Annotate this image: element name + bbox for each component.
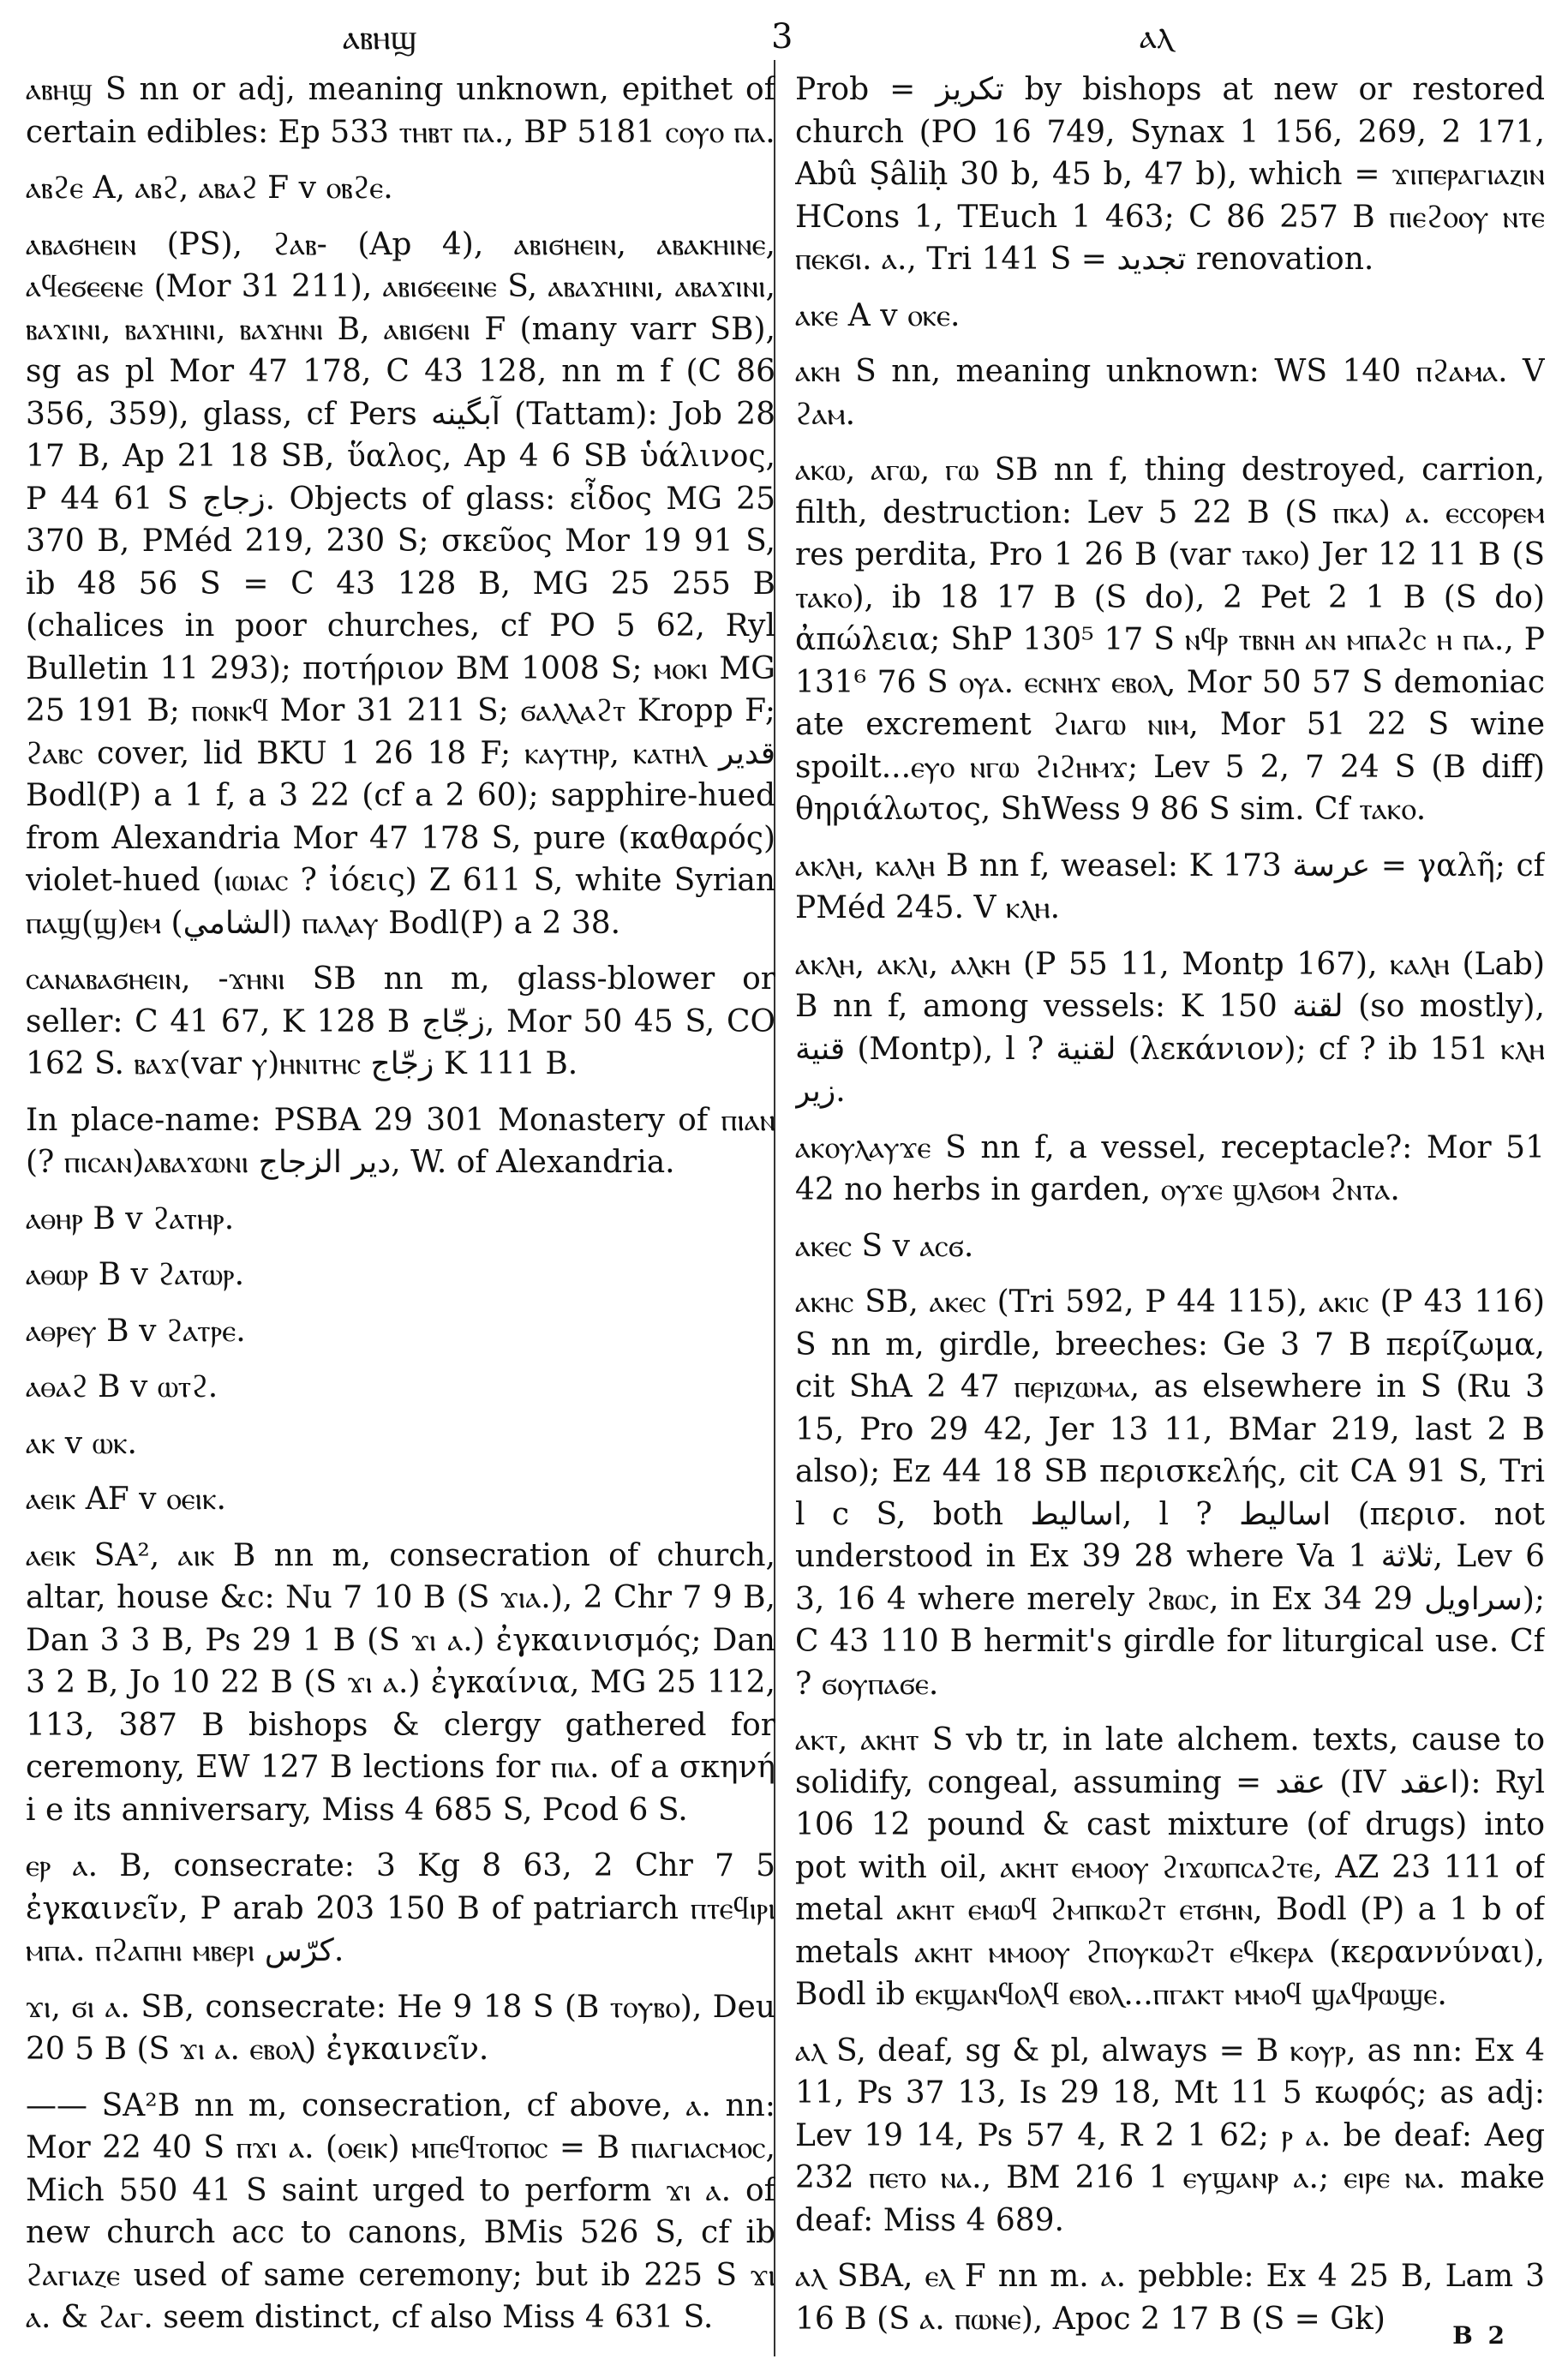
entry-athah: ⲁⲑⲁϩ B v ⲱⲧϩ. (26, 1369, 218, 1404)
page-number: 3 (771, 17, 793, 57)
left-column (26, 69, 775, 2339)
entry-ji-a-noun: —— SA²B nn m, consecration, cf above, ⲁ. nn: Mor 22 40 S ⲡϫⲓ ⲁ. (ⲟⲉⲓⲕ) ⲙⲡⲉϥⲧⲟⲡⲟⲥ = B ⲡⲓⲁⲅⲓⲁⲥⲙⲟⲥ, Mich 550 41 S saint urged to perform ϫⲓ ⲁ. of new church acc to canons, BMis 526 S, cf ib ϩⲁⲅⲓⲁⲍⲉ used of same ceremony; but ib 225 S ϫⲓ ⲁ. & ϩⲁⲅ. seem distinct, cf also Miss 4 631 S. (26, 2087, 775, 2335)
header-right-word: ⲁⲗ (1140, 17, 1173, 57)
entry-aeik-af: ⲁⲉⲓⲕ AF v ⲟⲉⲓⲕ. (26, 1482, 226, 1517)
entry-aeik-consecration: ⲁⲉⲓⲕ SA², ⲁⲓⲕ B nn m, consecration of church, altar, house &c: Nu 7 10 B (S ϫⲓⲁ.), 2 Chr 7 9 B, Dan 3 3 B, Ps 29 1 B (S ϫⲓ ⲁ.) ἐγκαινισμός; Dan 3 2 B, Jo 10 22 B (S ϫⲓ ⲁ.) ἐγκαίνια, MG 25 112, 113, 387 B bishops & clergy gathered for ceremony, EW 127 B lections for ⲡⲓⲁ. of a σκηνή i e its anniversary, Miss 4 685 S, Pcod 6 S. (26, 1537, 775, 1828)
entry-ji-a: ϫⲓ, ϭⲓ ⲁ. SB, consecrate: He 9 18 S (B ⲧⲟⲩⲃⲟ), Deu 20 5 B (S ϫⲓ ⲁ. ⲉⲃⲟⲗ) ἐγκαινεῖν. (26, 1989, 775, 2067)
entry-ake: ⲁⲕⲉ A v ⲟⲕⲉ. (795, 297, 961, 333)
entry-akt: ⲁⲕⲧ, ⲁⲕⲏⲧ S vb tr, in late alchem. texts, cause to solidify, congeal, assuming = عقد (IV اعقد): Ryl 106 12 pound & cast mixture (of drugs) into pot with oil, ⲁⲕⲏⲧ ⲉⲙⲟⲟⲩ ϩⲓϫⲱⲡⲥⲁϩⲧⲉ, AZ 23 111 of metal ⲁⲕⲏⲧ ⲉⲙⲱϥ ϩⲙⲡⲕⲱϩⲧ ⲉⲧϭⲏⲛ, Bodl (P) a 1 b of metals ⲁⲕⲏⲧ ⲙⲙⲟⲟⲩ ϩⲡⲟⲩⲕⲱϩⲧ ⲉϥⲕⲉⲣⲁ (κεραννύναι), Bodl ib ⲉⲕϣⲁⲛϥⲟⲗϥ ⲉⲃⲟⲗ...ⲡⲅⲁⲕⲧ ⲙⲙⲟϥ ϣⲁϥⲣⲱϣⲉ. (795, 1722, 1545, 2012)
entry-aklh-weasel: ⲁⲕⲗⲏ, ⲕⲁⲗⲏ B nn f, weasel: K 173 عرسة = γαλῆ; cf PMéd 245. V ⲕⲗⲏ. (795, 847, 1545, 925)
right-column (795, 69, 1545, 2339)
running-head (0, 17, 1568, 69)
entry-abhsh: ⲁⲃⲏϣ S nn or adj, meaning unknown, epithet of certain edibles: Ep 533 ⲧⲏⲃⲧ ⲡⲁ., BP 5181 ⲥⲟⲩⲟ ⲡⲁ. (26, 72, 775, 150)
entry-place-name: In place-name: PSBA 29 301 Monastery of ⲡⲓⲁⲛ (? ⲡⲓⲥⲁⲛ)ⲁⲃⲁϫⲱⲛⲓ دير الزجاج, W. of Alexandria. (26, 1102, 775, 1180)
entry-athreu: ⲁⲑⲣⲉⲩ B v ϩⲁⲧⲣⲉ. (26, 1313, 246, 1349)
entry-ako: ⲁⲕⲱ, ⲁⲅⲱ, ⲅⲱ SB nn f, thing destroyed, carrion, filth, destruction: Lev 5 22 B (S ⲡⲕⲁ) ⲁ. ⲉⲥⲥⲟⲣⲉⲙ res perdita, Pro 1 26 B (var ⲧⲁⲕⲟ) Jer 12 11 B (S ⲧⲁⲕⲟ), ib 18 17 B (S do), 2 Pet 2 1 B (S do) ἀπώλεια; ShP 130⁵ 17 S ⲛϥⲣ ⲧⲃⲛⲏ ⲁⲛ ⲙⲡⲁϩⲥ ⲏ ⲡⲁ., P 131⁶ 76 S ⲟⲩⲁ. ⲉⲥⲛⲏϫ ⲉⲃⲟⲗ, Mor 50 57 S demoniac ate excrement ϩⲓⲁⲅⲱ ⲛⲓⲙ, Mor 51 22 S wine spoilt...ⲉⲩⲟ ⲛⲅⲱ ϩⲓϩⲏⲙϫ; Lev 5 2, 7 24 S (B diff) θηριάλωτος, ShWess 9 86 S sim. Cf ⲧⲁⲕⲟ. (795, 452, 1545, 827)
entry-al-deaf: ⲁⲗ S, deaf, sg & pl, always = B ⲕⲟⲩⲣ, as nn: Ex 4 11, Ps 37 13, Is 29 18, Mt 11 5 κωφός; as adj: Lev 19 14, Ps 57 4, R 2 1 62; ⲣ ⲁ. be deaf: Aeg 232 ⲡⲉⲧⲟ ⲛⲁ., BM 216 1 ⲉⲩϣⲁⲛⲣ ⲁ.; ⲉⲓⲣⲉ ⲛⲁ. make deaf: Miss 4 689. (795, 2033, 1545, 2238)
entry-aklh-vessel: ⲁⲕⲗⲏ, ⲁⲕⲗⲓ, ⲁⲗⲕⲏ (P 55 11, Montp 167), ⲕⲁⲗⲏ (Lab) B nn f, among vessels: K 150 لقنة (so mostly), قنية (Montp), l ? لقنية (λεκάνιον); cf ? ib 151 ⲕⲗⲏ زير. (795, 946, 1545, 1109)
entry-akhs: ⲁⲕⲏⲥ SB, ⲁⲕⲉⲥ (Tri 592, P 44 115), ⲁⲕⲓⲥ (P 43 116) S nn m, girdle, breeches: Ge 3 7 B περίζωμα, cit ShA 2 47 ⲡⲉⲣⲓⲍⲱⲙⲁ, as elsewhere in S (Ru 3 15, Pro 29 42, Jer 13 11, BMar 219, last 2 B also); Ez 44 18 SB περισκελής, cit CA 91 S, Tri l c S, both اساليط, l ? اساليط (περισ. not understood in Ex 39 28 where Va 1 ثلاثة, Lev 6 3, 16 4 where merely ϩⲃⲱⲥ, in Ex 34 29 سراويل); C 43 110 B hermit's girdle for liturgical use. Cf ? ϭⲟⲩⲡⲁϭⲉ. (795, 1284, 1545, 1702)
entry-sanabachein: ⲥⲁⲛⲁⲃⲁϭⲏⲉⲓⲛ, -ϫⲏⲛⲓ SB nn m, glass-blower or seller: C 41 67, K 128 B زجّاج, Mor 50 45 S, CO 162 S. ⲃⲁϫ(var ⲩ)ⲏⲛⲓⲧⲏⲥ زجّاج K 111 B. (26, 961, 775, 1081)
entry-er-a: ⲉⲣ ⲁ. B, consecrate: 3 Kg 8 63, 2 Chr 7 5 ἐγκαινεῖν, P arab 203 150 B of patriarch ⲡⲧⲉϥⲓⲣⲓ ⲙⲡⲁ. ⲡϩⲁⲡⲏⲓ ⲙⲃⲉⲣⲓ كرّس. (26, 1848, 775, 1968)
signature-mark: B 2 (1452, 2321, 1508, 2350)
entry-athor: ⲁⲑⲱⲣ B v ϩⲁⲧⲱⲣ. (26, 1257, 245, 1292)
entry-abhe: ⲁⲃϩⲉ A, ⲁⲃϩ, ⲁⲃⲁϩ F v ⲟⲃϩⲉ. (26, 171, 393, 206)
entry-abachein: ⲁⲃⲁϭⲏⲉⲓⲛ (PS), ϩⲁⲃ- (Ap 4), ⲁⲃⲓϭⲏⲉⲓⲛ, ⲁⲃⲁⲕⲏⲓⲛⲉ, ⲁϥⲉϭⲉⲉⲛⲉ (Mor 31 211), ⲁⲃⲓϭⲉⲉⲓⲛⲉ S, ⲁⲃⲁϫⲏⲓⲛⲓ, ⲁⲃⲁϫⲓⲛⲓ, ⲃⲁϫⲓⲛⲓ, ⲃⲁϫⲏⲓⲛⲓ, ⲃⲁϫⲏⲛⲓ B, ⲁⲃⲓϭⲉⲛⲓ F (many varr SB), sg as pl Mor 47 178, C 43 128, nn m f (C 86 356, 359), glass, cf Pers آبگینه (Tattam): Job 28 17 B, Ap 21 18 SB, ὕαλος, Ap 4 6 SB ὑάλινος, P 44 61 S زجاج. Objects of glass: εἶδος MG 25 370 B, PMéd 219, 230 S; σκεῦος Mor 19 91 S, ib 48 56 S = C 43 128 B, MG 25 255 B (chalices in poor churches, cf PO 5 62, Ryl Bulletin 11 293); ποτήριον BM 1008 S; ⲙⲟⲕⲓ MG 25 191 B; ⲡⲟⲛⲕϥ Mor 31 211 S; ϭⲁⲗⲗⲁϩⲧ Kropp F; ϩⲁⲃⲥ cover, lid BKU 1 26 18 F; ⲕⲁⲩⲧⲏⲣ, ⲕⲁⲧⲏⲗ قدير Bodl(P) a 1 f, a 3 22 (cf a 2 60); sapphire-hued from Alexandria Mor 47 178 S, pure (καθαρός) violet-hued (ⲓⲱⲓⲁⲥ ? ἰόεις) Z 611 S, white Syrian ⲡⲁϣ(ϣ)ⲉⲙ (الشامي) ⲡⲁⲗⲁⲩ Bodl(P) a 2 38. (26, 226, 775, 941)
entry-al-pebble: ⲁⲗ SBA, ⲉⲗ F nn m. ⲁ. pebble: Ex 4 25 B, Lam 3 16 B (S ⲁ. ⲡⲱⲛⲉ), Apoc 2 17 B (S = Gk) (795, 2259, 1545, 2337)
entry-continuation: Prob = تكريز by bishops at new or restored church (PO 16 749, Synax 1 156, 269, 2 171, Abû Ṣâliḥ 30 b, 45 b, 47 b), which = ϫⲓⲡⲉⲣⲁⲅⲓⲁⲍⲓⲛ HCons 1, TEuch 1 463; C 86 257 B ⲡⲓⲉϩⲟⲟⲩ ⲛⲧⲉ ⲡⲉⲕϭⲓ. ⲁ., Tri 141 S = تجديد renovation. (795, 72, 1545, 277)
entry-ak: ⲁⲕ v ⲱⲕ. (26, 1425, 137, 1461)
entry-akh: ⲁⲕⲏ S nn, meaning unknown: WS 140 ⲡϩⲁⲙⲁ. V ϩⲁⲙ. (795, 354, 1545, 432)
entry-ather: ⲁⲑⲏⲣ B v ϩⲁⲧⲏⲣ. (26, 1200, 235, 1236)
header-left-word: ⲁⲃⲏϣ (343, 18, 417, 57)
entry-akoulauje: ⲁⲕⲟⲩⲗⲁⲩϫⲉ S nn f, a vessel, receptacle?: Mor 51 42 no herbs in garden, ⲟⲩϫⲉ ϣⲗϭⲟⲙ ϩⲛⲧⲁ. (795, 1129, 1545, 1207)
entry-akes: ⲁⲕⲉⲥ S v ⲁⲥϭ. (795, 1228, 974, 1264)
